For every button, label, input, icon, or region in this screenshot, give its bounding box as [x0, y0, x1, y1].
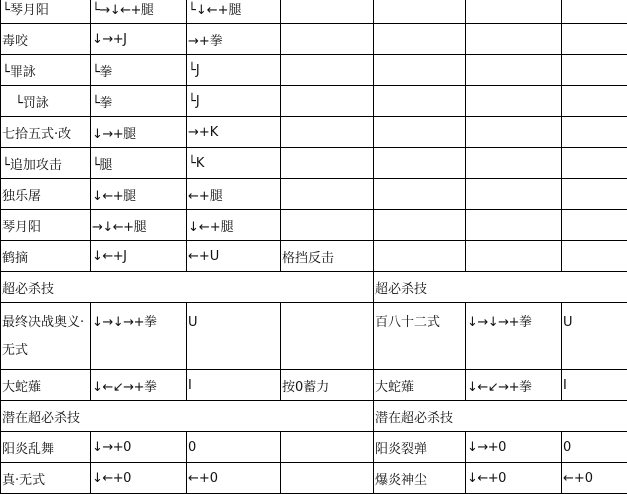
table-cell — [281, 463, 374, 494]
table-cell — [562, 117, 627, 148]
table-cell — [374, 148, 466, 179]
table-row — [1, 55, 627, 86]
table-cell — [281, 117, 374, 148]
table-cell — [466, 55, 562, 86]
table-cell: 七拾五式·改 — [1, 117, 91, 148]
table-cell: ↓→+J — [91, 24, 187, 55]
table-cell: └J — [187, 86, 281, 117]
table-cell — [562, 179, 627, 210]
table-cell: 鹤摘 — [1, 241, 91, 272]
table-row — [1, 86, 627, 117]
section-title: 潜在超必杀技 — [1, 401, 374, 432]
table-cell — [466, 210, 562, 241]
table-cell: 阳炎裂弹 — [374, 432, 466, 463]
table-cell — [466, 24, 562, 55]
table-cell: 百八十二式 — [374, 303, 466, 370]
table-cell: ←+0 — [187, 463, 281, 494]
table-cell: ↓←+0 — [466, 463, 562, 494]
table-cell: ↓→+0 — [466, 432, 562, 463]
section-title: 潜在超必杀技 — [374, 401, 627, 432]
table-row — [1, 0, 627, 24]
table-cell: └拳 — [91, 55, 187, 86]
table-cell — [562, 0, 627, 24]
table-cell — [562, 210, 627, 241]
table-cell — [374, 0, 466, 24]
table-cell: U — [562, 303, 627, 370]
section-title: 超必杀技 — [1, 272, 374, 303]
table-cell — [281, 148, 374, 179]
table-cell — [466, 86, 562, 117]
table-cell: 格挡反击 — [281, 241, 374, 272]
table-cell: 0 — [187, 432, 281, 463]
table-cell — [281, 0, 374, 24]
table-cell: →+拳 — [187, 24, 281, 55]
table-cell: I — [562, 370, 627, 401]
table-cell: ←+U — [187, 241, 281, 272]
table-cell — [281, 432, 374, 463]
table-cell — [374, 210, 466, 241]
table-cell: ↓←+0 — [91, 463, 187, 494]
table-cell — [374, 86, 466, 117]
table-cell — [374, 55, 466, 86]
table-row — [1, 463, 627, 494]
table-cell: ↓←↙→+拳 — [91, 370, 187, 401]
table-cell — [281, 303, 374, 370]
table-cell: └罚詠 — [1, 86, 91, 117]
table-cell: 大蛇薙 — [374, 370, 466, 401]
table-row — [1, 24, 627, 55]
table-row — [1, 303, 627, 370]
table-cell — [466, 117, 562, 148]
move-list-body — [1, 0, 627, 494]
section-header-row — [1, 272, 627, 303]
table-cell: 最终决战奥义·无式 — [1, 303, 91, 370]
table-cell: ↓→↓→+拳 — [466, 303, 562, 370]
table-cell: →↓←+腿 — [91, 210, 187, 241]
table-cell — [281, 86, 374, 117]
table-cell: ↓←+腿 — [187, 210, 281, 241]
table-row — [1, 117, 627, 148]
table-cell — [281, 179, 374, 210]
table-row — [1, 370, 627, 401]
table-cell: ↓←↙→+拳 — [466, 370, 562, 401]
table-cell — [281, 210, 374, 241]
table-cell — [466, 241, 562, 272]
table-cell: ↓←+J — [91, 241, 187, 272]
table-cell: 爆炎神尘 — [374, 463, 466, 494]
table-cell — [374, 117, 466, 148]
table-cell: └↓←+腿 — [187, 0, 281, 24]
table-cell: ←+腿 — [187, 179, 281, 210]
table-cell: →+K — [187, 117, 281, 148]
table-row — [1, 148, 627, 179]
section-header-row — [1, 401, 627, 432]
table-cell — [374, 24, 466, 55]
table-cell: └K — [187, 148, 281, 179]
table-cell: 独乐屠 — [1, 179, 91, 210]
table-cell — [562, 241, 627, 272]
table-cell: └→↓←+腿 — [91, 0, 187, 24]
table-cell: └J — [187, 55, 281, 86]
table-cell — [281, 24, 374, 55]
table-cell — [281, 55, 374, 86]
table-cell: 真·无式 — [1, 463, 91, 494]
table-cell: ↓→+腿 — [91, 117, 187, 148]
table-cell: 0 — [562, 432, 627, 463]
section-title: 超必杀技 — [374, 272, 627, 303]
table-cell: ↓←+腿 — [91, 179, 187, 210]
table-cell: ↓→+0 — [91, 432, 187, 463]
table-cell — [562, 24, 627, 55]
table-cell: └追加攻击 — [1, 148, 91, 179]
table-cell: 按0蓄力 — [281, 370, 374, 401]
table-cell — [562, 148, 627, 179]
table-cell: 阳炎乱舞 — [1, 432, 91, 463]
table-cell: 大蛇薙 — [1, 370, 91, 401]
table-row — [1, 210, 627, 241]
table-cell: I — [187, 370, 281, 401]
table-cell: └腿 — [91, 148, 187, 179]
table-cell — [562, 55, 627, 86]
table-cell: └拳 — [91, 86, 187, 117]
table-cell — [374, 241, 466, 272]
table-row — [1, 179, 627, 210]
table-cell: └琴月阳 — [1, 0, 91, 24]
table-cell: ←+0 — [562, 463, 627, 494]
table-cell: U — [187, 303, 281, 370]
table-cell — [466, 179, 562, 210]
table-row — [1, 432, 627, 463]
table-row — [1, 241, 627, 272]
table-cell: 琴月阳 — [1, 210, 91, 241]
table-cell: └罪詠 — [1, 55, 91, 86]
table-cell — [466, 148, 562, 179]
table-cell: ↓→↓→+拳 — [91, 303, 187, 370]
table-cell — [562, 86, 627, 117]
table-cell: 毒咬 — [1, 24, 91, 55]
table-cell — [466, 0, 562, 24]
table-cell — [374, 179, 466, 210]
